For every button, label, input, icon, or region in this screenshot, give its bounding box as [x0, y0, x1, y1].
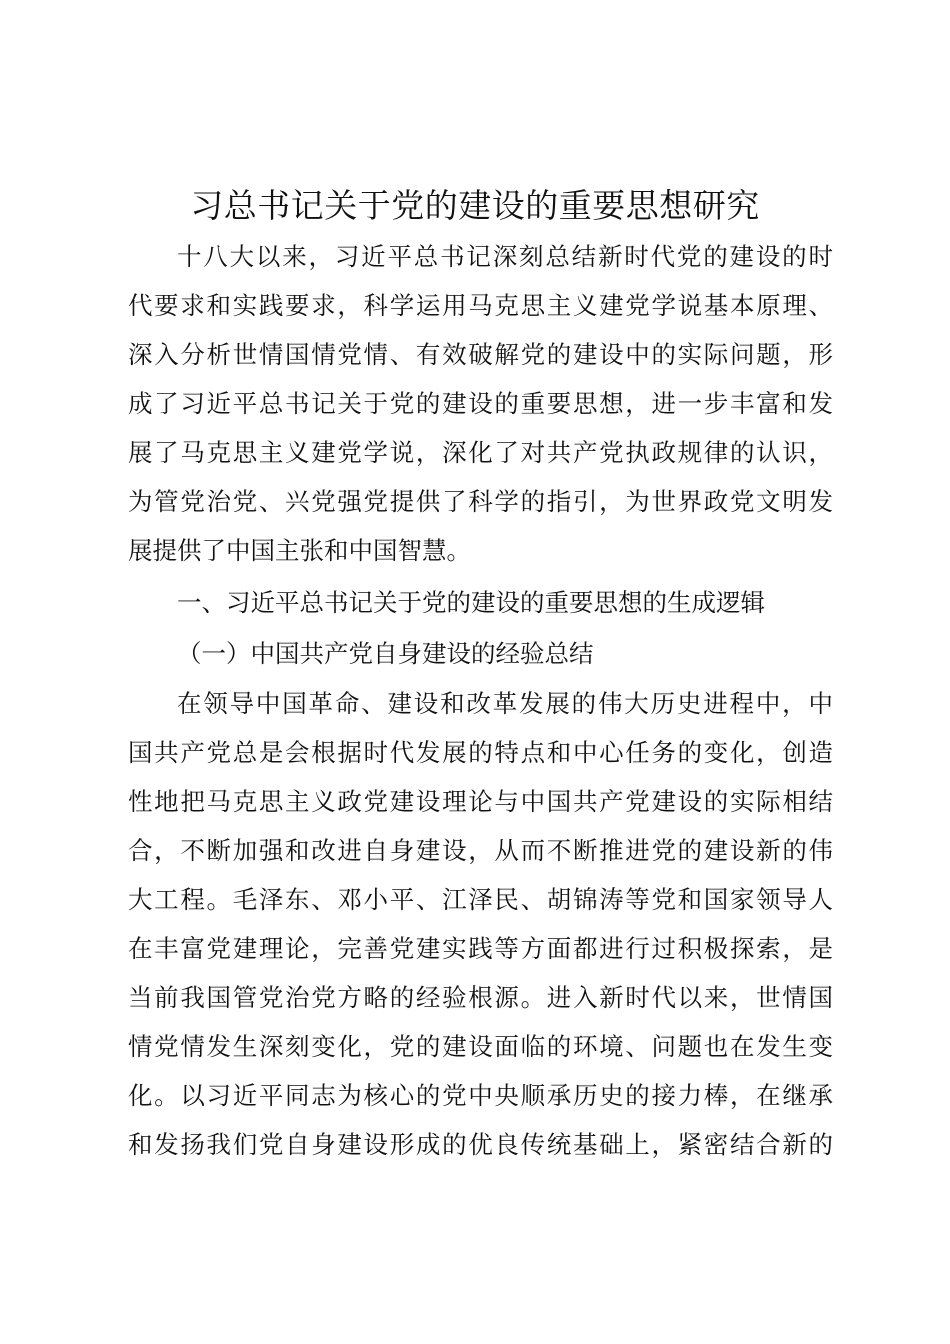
document-title: 习总书记关于党的建设的重要思想研究 — [190, 186, 760, 225]
section-heading: 一、习近平总书记关于党的建设的重要思想的生成逻辑 — [177, 588, 765, 617]
paragraph-line: 国共产党总是会根据时代发展的特点和中心任务的变化，创造 — [128, 738, 833, 767]
subsection-heading: （一）中国共产党自身建设的经验总结 — [177, 639, 594, 668]
paragraph-line: 深入分析世情国情党情、有效破解党的建设中的实际问题，形 — [128, 340, 833, 369]
paragraph-line: 代要求和实践要求，科学运用马克思主义建党学说基本原理、 — [128, 291, 833, 320]
paragraph-line: 大工程。毛泽东、邓小平、江泽民、胡锦涛等党和国家领导人 — [128, 885, 833, 914]
paragraph-line: 成了习近平总书记关于党的建设的重要思想，进一步丰富和发 — [128, 389, 833, 418]
paragraph-line: 为管党治党、兴党强党提供了科学的指引，为世界政党文明发 — [128, 487, 833, 516]
paragraph-line: 合，不断加强和改进自身建设，从而不断推进党的建设新的伟 — [128, 836, 833, 865]
paragraph-line: 化。以习近平同志为核心的党中央顺承历史的接力棒，在继承 — [128, 1081, 833, 1110]
paragraph-line: 展了马克思主义建党学说，深化了对共产党执政规律的认识， — [128, 438, 833, 467]
paragraph-line: 当前我国管党治党方略的经验根源。进入新时代以来，世情国 — [128, 983, 833, 1012]
paragraph-line: 在领导中国革命、建设和改革发展的伟大历史进程中，中 — [177, 689, 833, 718]
paragraph-line: 展提供了中国主张和中国智慧。 — [128, 536, 471, 565]
paragraph-line: 情党情发生深刻变化，党的建设面临的环境、问题也在发生变 — [128, 1032, 833, 1061]
paragraph-line: 在丰富党建理论，完善党建实践等方面都进行过积极探索，是 — [128, 934, 833, 963]
paragraph-line: 和发扬我们党自身建设形成的优良传统基础上，紧密结合新的 — [128, 1130, 833, 1159]
paragraph-line: 性地把马克思主义政党建设理论与中国共产党建设的实际相结 — [128, 787, 833, 816]
paragraph-line: 十八大以来，习近平总书记深刻总结新时代党的建设的时 — [177, 242, 833, 271]
